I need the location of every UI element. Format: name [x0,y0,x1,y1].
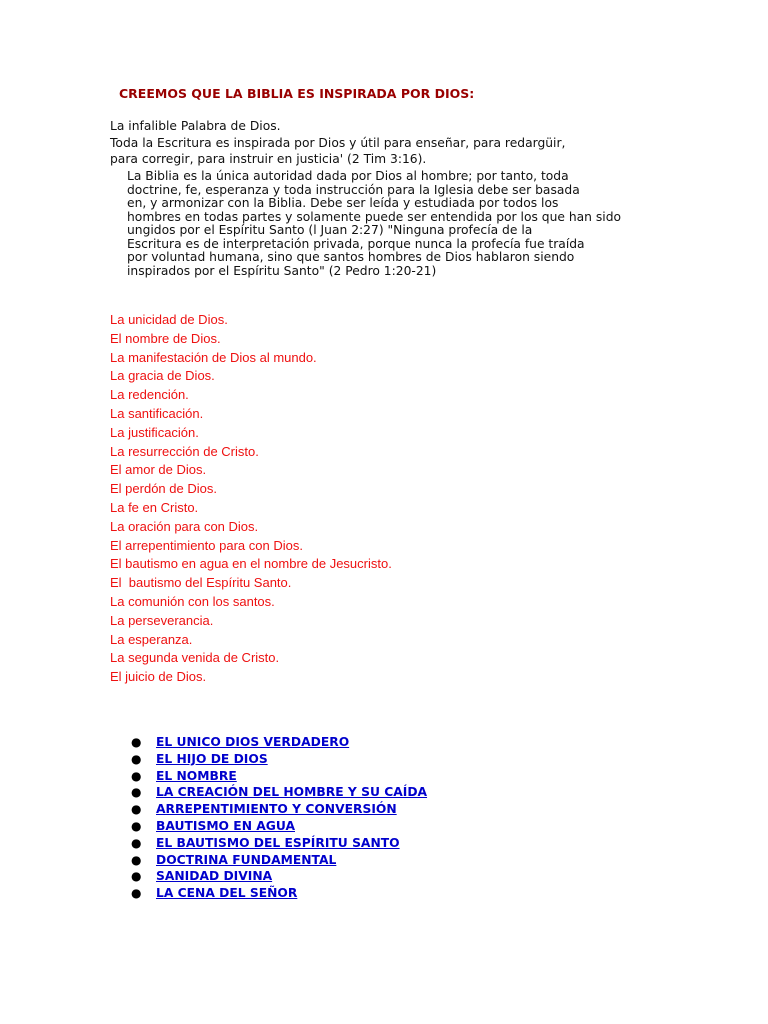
bullet-icon: ● [131,869,142,884]
bullet-icon: ● [131,802,142,817]
doctrine-item: El juicio de Dios. [110,669,207,685]
intro-line: Toda la Escritura es inspirada por Dios y útil para enseñar, para redargüir, [110,135,566,150]
doctrine-item: La comunión con los santos. [110,593,275,609]
doctrine-item: La unicidad de Dios. [110,312,228,327]
intro-line: La infalible Palabra de Dios. [110,119,281,133]
bullet-icon: ● [131,818,142,833]
doctrine-item: La esperanza. [110,631,193,647]
topic-link-list [131,734,427,902]
doctrine-item: La manifestación de Dios al mundo. [110,349,317,365]
doctrine-item: La gracia de Dios. [110,368,215,384]
topic-link-item [131,885,427,902]
topic-link-item [131,801,427,818]
doctrine-item: El amor de Dios. [110,462,207,478]
topic-link-arrepentimiento[interactable]: ARREPENTIMIENTO Y CONVERSIÓN [156,802,397,817]
topic-link-item [131,868,427,885]
doctrine-list [110,311,392,687]
topic-link-hijo-de-dios[interactable]: EL HIJO DE DIOS [156,751,268,766]
intro-line: para corregir, para instruir en justicia' (2 Tim 3:16). [110,152,427,166]
topic-link-doctrina[interactable]: DOCTRINA FUNDAMENTAL [156,852,337,867]
doctrine-item: El arrepentimiento para con Dios. [110,537,303,553]
bullet-icon: ● [131,835,142,850]
topic-link-bautismo-espiritu[interactable]: EL BAUTISMO DEL ESPÍRITU SANTO [156,835,400,850]
doctrine-item: La segunda venida de Cristo. [110,650,280,666]
doctrine-item: La oración para con Dios. [110,518,259,534]
quote-line: ungidos por el Espíritu Santo (l Juan 2:27) "Ninguna profecía de la [127,223,533,237]
doctrine-item: La justificación. [110,424,199,440]
doctrine-item: La resurrección de Cristo. [110,443,259,459]
quote-line: hombres en todas partes y solamente puede ser entendida por los que han sido [127,209,622,224]
quote-line: inspirados por el Espíritu Santo" (2 Pedro 1:20-21) [127,263,437,278]
bullet-icon: ● [131,768,142,783]
doctrine-item: El bautismo del Espíritu Santo. [110,575,292,591]
scripture-quote-block [127,170,621,278]
bullet-icon: ● [131,751,142,766]
quote-line: doctrine, fe, esperanza y toda instrucción para la Iglesia debe ser basada [127,182,580,197]
doctrine-item: La perseverancia. [110,612,214,628]
topic-link-item [131,751,427,768]
topic-link-item [131,835,427,852]
quote-line: por voluntad humana, sino que santos hombres de Dios hablaron siendo [127,250,575,264]
topic-link-item [131,852,427,869]
doctrine-item: El bautismo en agua en el nombre de Jesucristo. [110,556,392,572]
page-heading: CREEMOS QUE LA BIBLIA ES INSPIRADA POR DIOS: [119,86,475,101]
doctrine-item: La santificación. [110,405,204,421]
doctrine-item: La fe en Cristo. [110,499,199,515]
intro-paragraph [110,118,565,168]
topic-link-item [131,768,427,785]
doctrine-item: La redención. [110,387,189,403]
topic-link-bautismo-agua[interactable]: BAUTISMO EN AGUA [156,818,295,833]
topic-link-item [131,818,427,835]
doctrine-item: El perdón de Dios. [110,481,217,497]
topic-link-creacion[interactable]: LA CREACIÓN DEL HOMBRE Y SU CAÍDA [156,785,428,800]
bullet-icon: ● [131,852,142,867]
bullet-icon: ● [131,735,142,749]
topic-link-item [131,734,427,751]
topic-link-unico-dios[interactable]: EL UNICO DIOS VERDADERO [156,735,350,749]
topic-link-cena[interactable]: LA CENA DEL SEÑOR [156,886,298,901]
quote-line: en, y armonizar con la Biblia. Debe ser leída y estudiada por todos los [127,196,559,210]
quote-line: Escritura es de interpretación privada, porque nunca la profecía fue traída [127,236,585,251]
doctrine-item: El nombre de Dios. [110,330,221,346]
bullet-icon: ● [131,886,142,901]
bullet-icon: ● [131,785,142,800]
topic-link-sanidad[interactable]: SANIDAD DIVINA [156,869,273,884]
topic-link-item [131,784,427,801]
topic-link-nombre[interactable]: EL NOMBRE [156,768,237,783]
quote-line: La Biblia es la única autoridad dada por Dios al hombre; por tanto, toda [127,169,569,183]
